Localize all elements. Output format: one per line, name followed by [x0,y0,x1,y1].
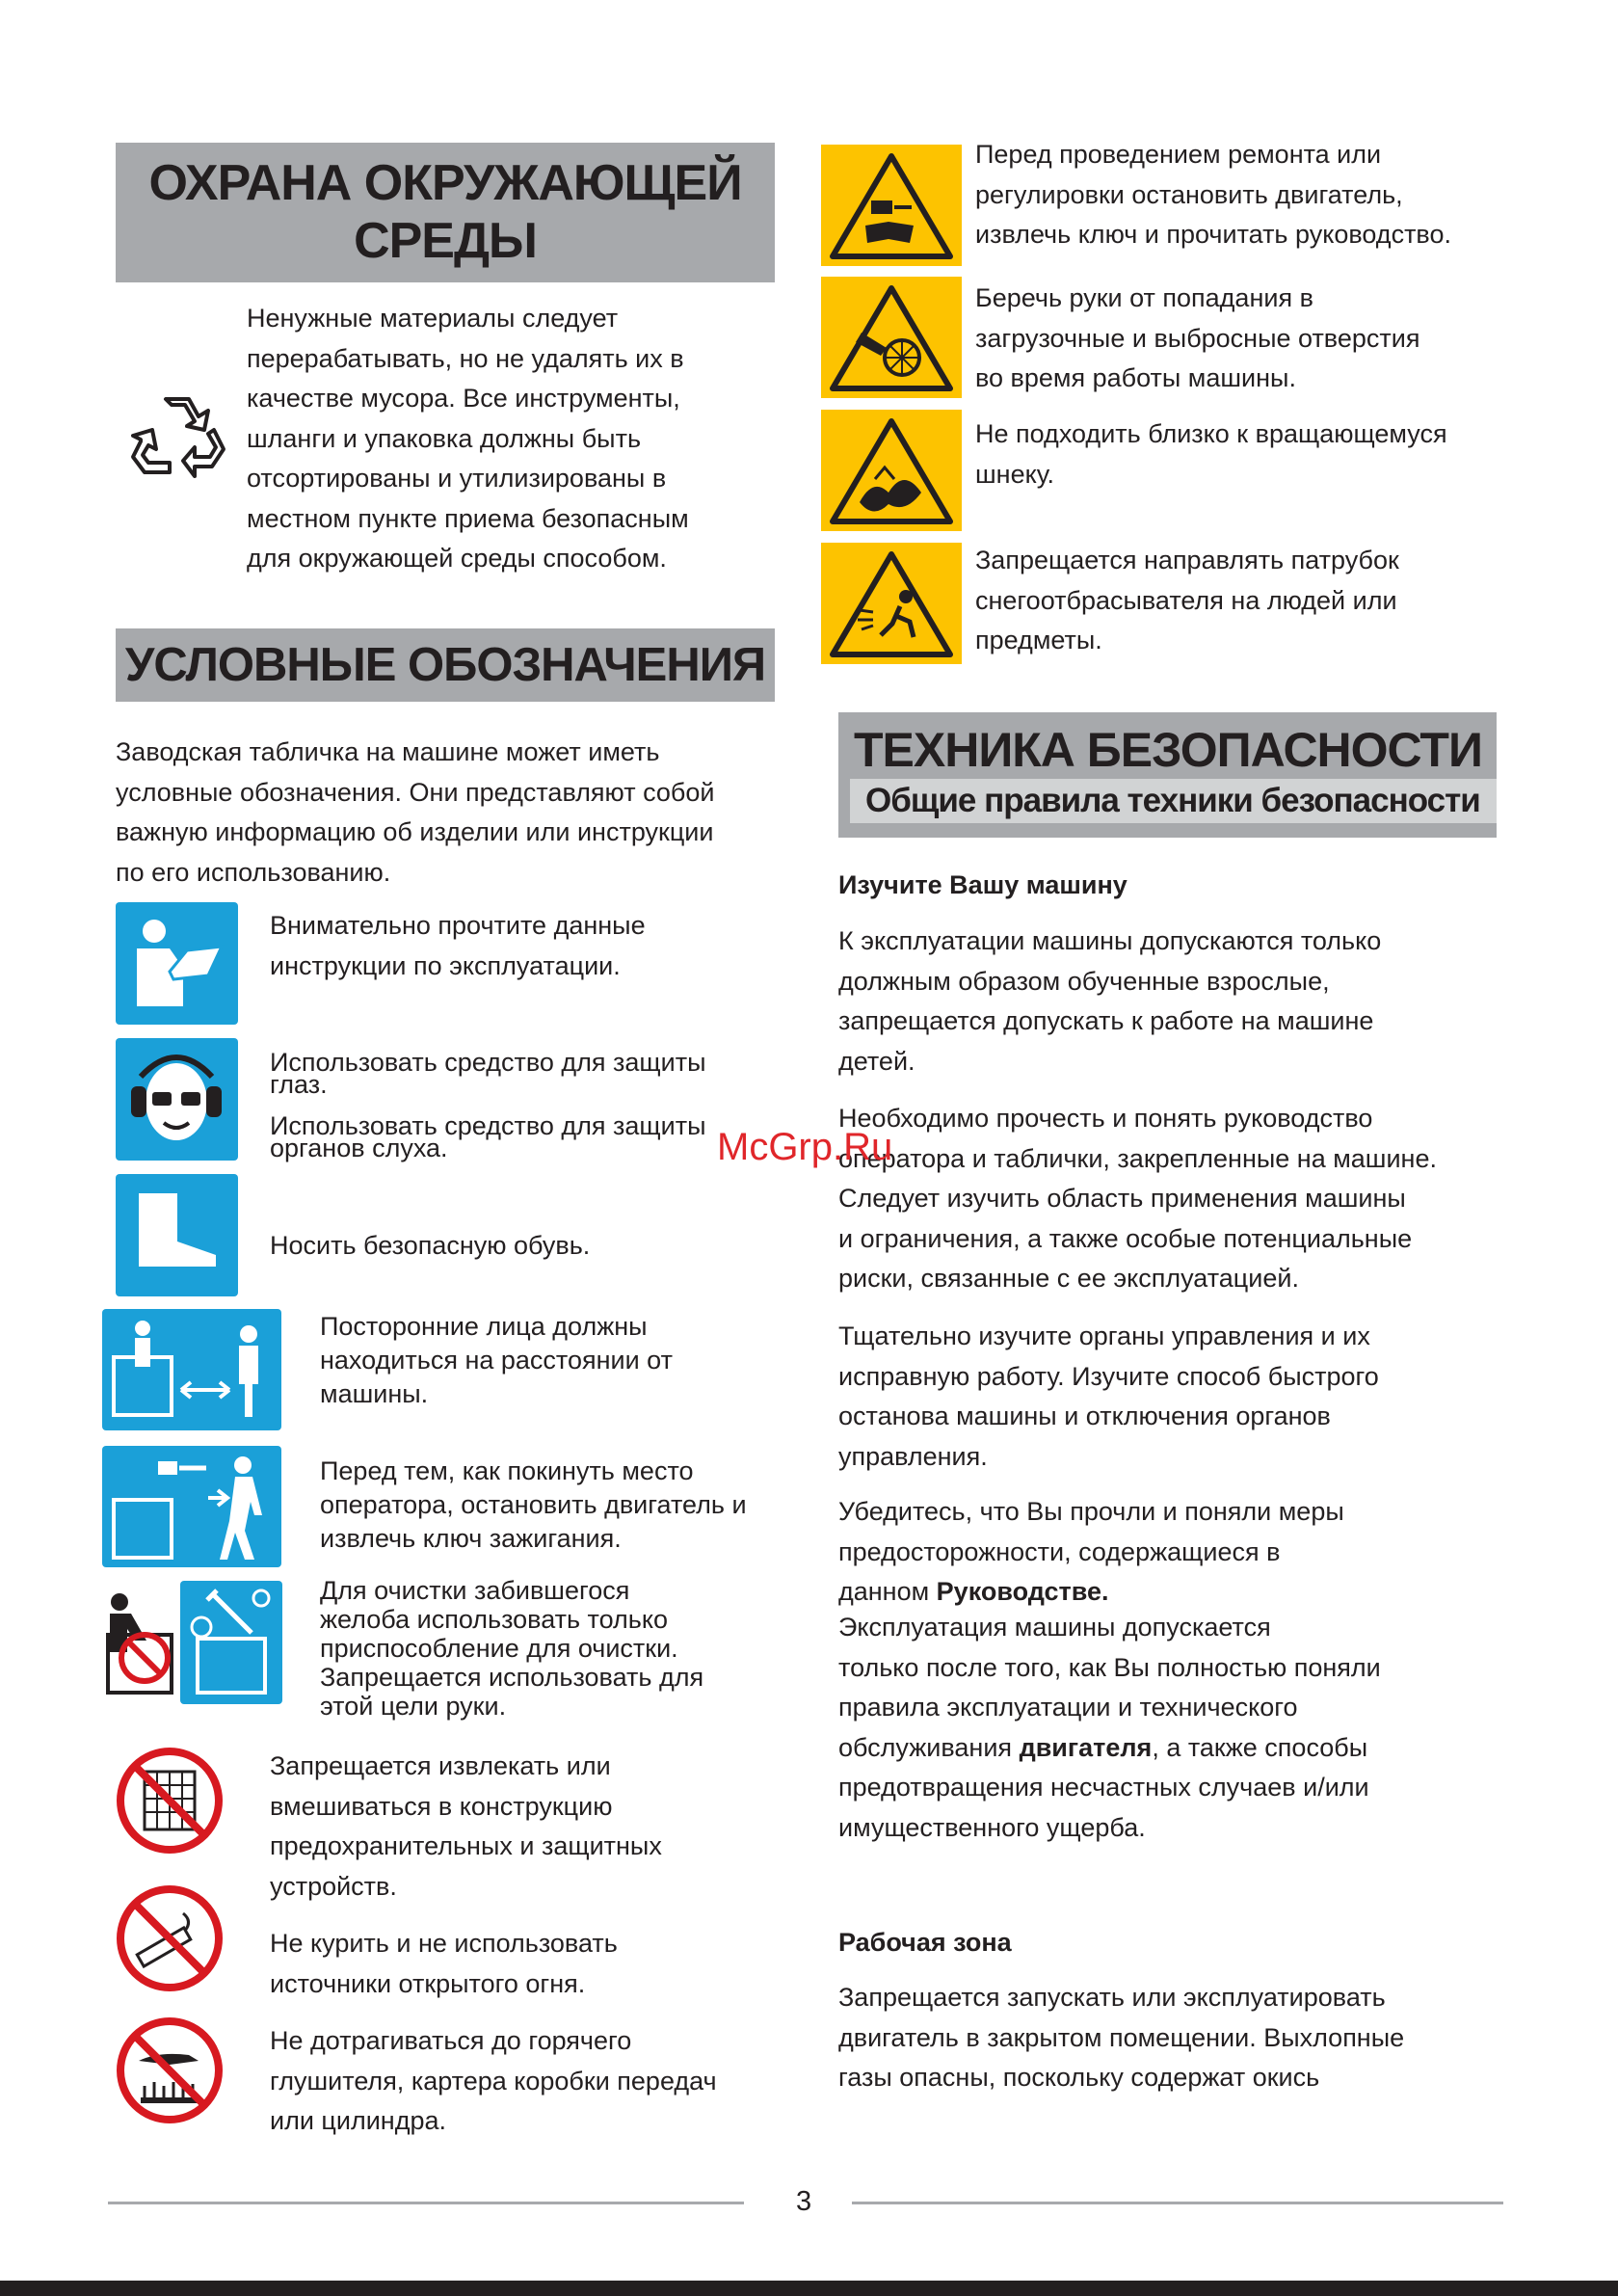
thrown-objects-warning-icon [821,543,962,664]
hot-surface-text: Не дотрагиваться до горячего глушителя, картера коробки передач или цилиндра. [270,2026,717,2135]
hand-entanglement-warning-icon [821,277,962,398]
safety-p3: Тщательно изучите органы управления и их исправную работу. Изучите способ быстрого останова машины и отключения органов управления. [838,1322,1379,1471]
env-text: Ненужные материалы следует перерабатывать, но не удалять их в качестве мусора. Все инструменты, шланги и упаковка должны быть отсортированы и утилизированы в местном пункте приема безопасным для окружающей среды способом. [247,304,689,573]
bottom-bar [0,2281,1618,2296]
safety-boots-icon [116,1174,238,1296]
guards-text: Запрещается извлекать или вмешиваться в конструкцию предохранительных и защитных устройств. [270,1751,662,1901]
symbols-intro: Заводская табличка на машине может иметь условные обозначения. Они представляют собой важную информацию об изделии или инструкции по его использованию. [116,737,715,887]
footer-rule-right [852,2202,1503,2204]
no-smoking-icon [116,1884,224,1992]
env-title: ОХРАНА ОКРУЖАЮЩЕЙ СРЕДЫ [116,143,775,282]
safety-p1: К эксплуатации машины допускаются только должным образом обученные взрослые, запрещается допускать к работе на машине детей. [838,926,1382,1076]
read-manual-icon [116,902,238,1025]
know-machine-heading: Изучите Вашу машину [838,870,1127,899]
bystanders-text: Посторонние лица должны находиться на расстоянии от машины. [320,1312,673,1408]
eye-ear-text: Использовать средство для защиты глаз. Использовать средство для защиты органов слуха. [270,1048,706,1162]
recycle-icon [127,387,227,482]
auger-warning-text: Не подходить близко к вращающемуся шнеку. [975,419,1447,489]
clog-text: Для очистки забившегося желоба использовать только приспособление для очистки. Запрещается использовать для этой цели руки. [320,1576,704,1721]
page-number: 3 [796,2186,812,2217]
hot-surface-icon [116,2016,224,2124]
stop-engine-remove-key-icon [102,1446,281,1567]
safety-p4: Убедитесь, что Вы прочли и поняли меры предосторожности, содержащиеся в данном Руководстве. [838,1497,1344,1606]
no-smoking-text: Не курить и не использовать источники открытого огня. [270,1929,618,1998]
bystanders-distance-icon [102,1309,281,1430]
safety-title: ТЕХНИКА БЕЗОПАСНОСТИ Общие правила техники безопасности [838,712,1497,838]
repair-warning-text: Перед проведением ремонта или регулировки остановить двигатель, извлечь ключ и прочитать руководство. [975,140,1451,249]
clearing-tool-icon [180,1581,282,1704]
no-guard-removal-icon [116,1747,224,1855]
chute-warning-text: Запрещается направлять патрубок снегоотбрасывателя на людей или предметы. [975,546,1399,654]
watermark: McGrp.Ru [717,1126,893,1168]
read-manual-text: Внимательно прочтите данные инструкции по эксплуатации. [270,911,646,980]
eye-ear-protection-icon [116,1038,238,1161]
footer-rule-left [108,2202,744,2204]
safety-p6: Запрещается запускать или эксплуатировать двигатель в закрытом помещении. Выхлопные газы опасны, поскольку содержат окись [838,1983,1405,2092]
no-hands-in-chute-icon [100,1585,179,1700]
safety-boots-text: Носить безопасную обувь. [270,1231,591,1260]
leave-seat-text: Перед тем, как покинуть место оператора, остановить двигатель и извлечь ключ зажигания. [320,1456,747,1553]
safety-p2: Необходимо прочесть и понять руководство оператора и таблички, закрепленные на машине. Следует изучить область применения машины и ограничения, а также особые потенциальные риски, связанные с ее эксплуатацией. [838,1104,1437,1293]
work-area-heading: Рабочая зона [838,1928,1012,1957]
rotating-auger-warning-icon [821,410,962,531]
stop-engine-read-manual-warning-icon [821,145,962,266]
hands-warning-text: Беречь руки от попадания в загрузочные и выбросные отверстия во время работы машины. [975,283,1420,392]
safety-p5: Эксплуатация машины допускается только после того, как Вы полностью поняли правила эксплуатации и технического обслуживания двигателя, а также способы предотвращения несчастных случаев и/или имущественного ущерба. [838,1613,1381,1842]
symbols-title: УСЛОВНЫЕ ОБОЗНАЧЕНИЯ [116,628,775,702]
